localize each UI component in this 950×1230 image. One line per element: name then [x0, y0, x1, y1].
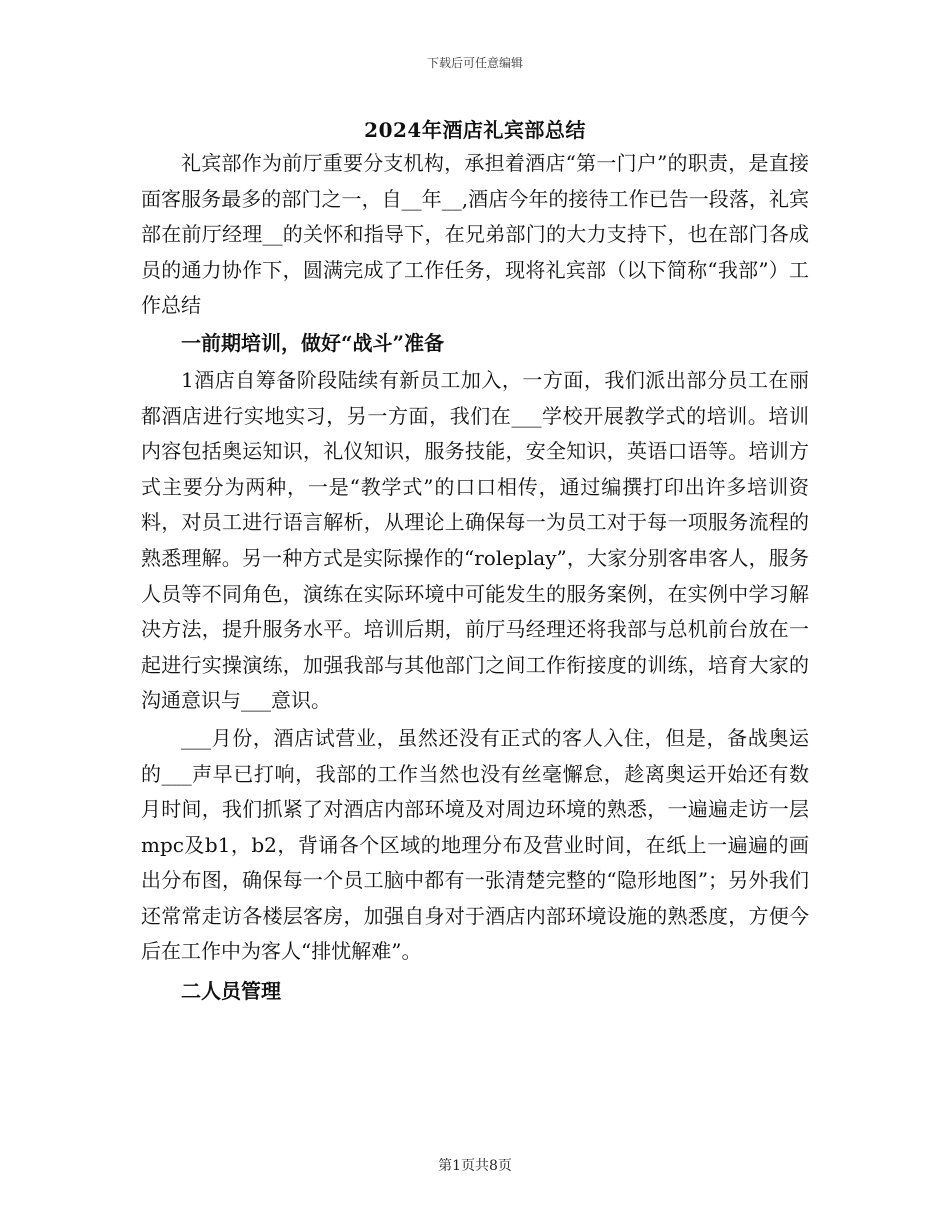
section-heading-training: 一前期培训，做好“战斗”准备 — [181, 330, 445, 355]
page-header-note: 下载后可任意编辑 — [426, 56, 523, 70]
section-heading-personnel: 二人员管理 — [181, 979, 281, 1004]
training-paragraph: 1酒店自筹备阶段陆续有新员工加入，一方面，我们派出部分员工在丽都酒店进行实地实习，另一方面，我们在___学校开展教学式的培训。培训内容包括奥运知识，礼仪知识，服务技能，安全知识，英语口语等。培训方式主要分为两种，一是“教学式”的口口相传，通过编撰打印出许多培训资料，对员工进行语言解析，从理论上确保每一为员工对于每一项服务流程的熟悉理解。另一种方式是实际操作的“roleplay”，大家分别客串客人，服务人员等不同角色，演练在实际环境中可能发生的服务案例，在实例中学习解决方法，提升服务水平。培训后期，前厅马经理还将我部与总机前台放在一起进行实操演练，加强我部与其他部门之间工作衔接度的训练，培育大家的沟通意识与___意识。 — [141, 367, 809, 713]
intro-paragraph: 礼宾部作为前厅重要分支机构，承担着酒店“第一门户”的职责，是直接面客服务最多的部门之一，自__年__,酒店今年的接待工作已告一段落，礼宾部在前厅经理__的关怀和指导下，在兄弟部门的大力支持下，也在部门各成员的通力协作下，圆满完成了工作任务，现将礼宾部（以下简称“我部”）工作总结 — [141, 151, 809, 318]
document-title: 2024年酒店礼宾部总结 — [364, 118, 586, 142]
document-body — [141, 146, 809, 1011]
trial-operation-paragraph: ___月份，酒店试营业，虽然还没有正式的客人入住，但是，备战奥运的___声早已打响，我部的工作当然也没有丝毫懈怠，趁离奥运开始还有数月时间，我们抓紧了对酒店内部环境及对周边环境的熟悉，一遍遍走访一层mpc及b1，b2，背诵各个区域的地理分布及营业时间，在纸上一遍遍的画出分布图，确保每一个员工脑中都有一张清楚完整的“隐形地图”；另外我们还常常走访各楼层客房，加强自身对于酒店内部环境设施的熟悉度，方便今后在工作中为客人“排忧解难”。 — [141, 725, 809, 964]
page-number: 第1页共8页 — [438, 1158, 512, 1174]
